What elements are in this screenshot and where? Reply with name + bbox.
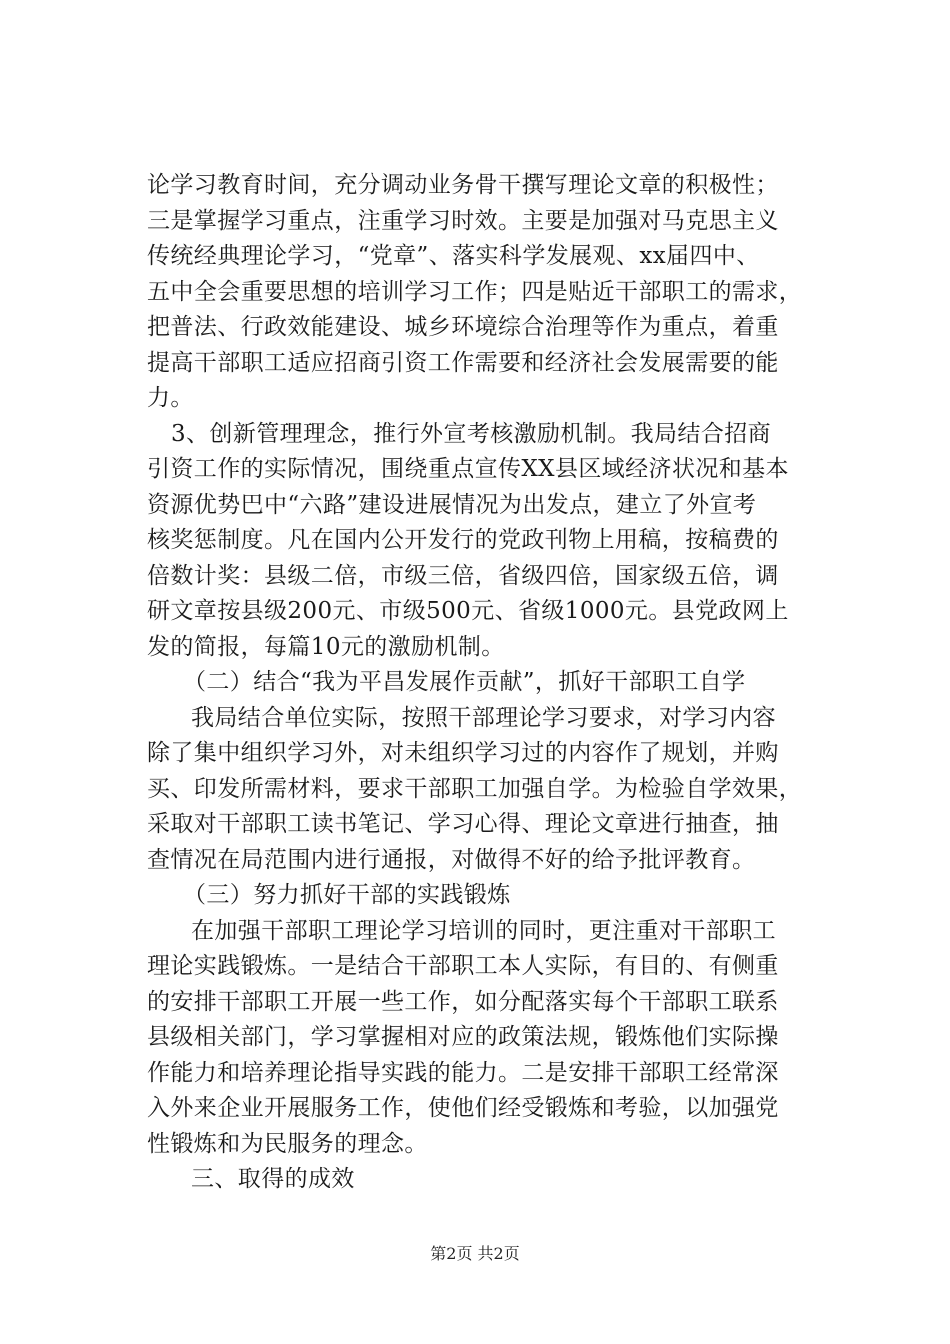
body-line: 五中全会重要思想的培训学习工作；四是贴近干部职工的需求，	[147, 278, 803, 305]
body-line: 提高干部职工适应招商引资工作需要和经济社会发展需要的能	[147, 349, 779, 376]
body-line: 论学习教育时间，充分调动业务骨干撰写理论文章的积极性；	[147, 172, 779, 198]
body-line: 三是掌握学习重点，注重学习时效。主要是加强对马克思主义	[147, 207, 779, 234]
body-line: 入外来企业开展服务工作，使他们经受锻炼和考验，以加强党	[147, 1095, 779, 1121]
body-line: 倍数计奖：县级二倍，市级三倍，省级四倍，国家级五倍，调	[147, 562, 779, 589]
body-line: 引资工作的实际情况，围绕重点宣传XX县区域经济状况和基本	[147, 456, 789, 482]
body-line: 核奖惩制度。凡在国内公开发行的党政刊物上用稿，按稿费的	[147, 527, 779, 553]
body-line: 力。	[147, 385, 194, 411]
body-line: 资源优势巴中“六路”建设进展情况为出发点，建立了外宣考	[147, 491, 757, 518]
body-line: 采取对干部职工读书笔记、学习心得、理论文章进行抽查，抽	[147, 811, 779, 837]
body-line: 买、印发所需材料，要求干部职工加强自学。为检验自学效果，	[147, 775, 803, 802]
body-line: 作能力和培养理论指导实践的能力。二是安排干部职工经常深	[147, 1059, 779, 1086]
paragraph-heading: 3、创新管理理念，推行外宣考核激励机制。我局结合招商	[171, 420, 772, 447]
document-body	[147, 168, 827, 1198]
page-number-footer: 第2页 共2页	[430, 1244, 520, 1263]
body-line: 研文章按县级200元、市级500元、省级1000元。县党政网上	[147, 598, 789, 624]
body-line: 性锻炼和为民服务的理念。	[147, 1130, 428, 1157]
body-line: 理论实践锻炼。一是结合干部职工本人实际，有目的、有侧重	[147, 953, 779, 979]
body-line: 把普法、行政效能建设、城乡环境综合治理等作为重点，着重	[147, 314, 779, 340]
body-line: 查情况在局范围内进行通报，对做得不好的给予批评教育。	[147, 846, 756, 873]
body-line: 传统经典理论学习，“党章”、落实科学发展观、xx届四中、	[147, 243, 760, 269]
body-line: 县级相关部门，学习掌握相对应的政策法规，锻炼他们实际操	[147, 1024, 779, 1050]
body-line: 的安排干部职工开展一些工作，如分配落实每个干部职工联系	[147, 988, 779, 1015]
section-heading: （二）结合“我为平昌发展作贡献”，抓好干部职工自学	[183, 669, 746, 695]
body-line: 发的简报，每篇10元的激励机制。	[147, 633, 505, 660]
paragraph-first-line: 在加强干部职工理论学习培训的同时，更注重对干部职工	[191, 917, 776, 944]
paragraph-first-line: 我局结合单位实际，按照干部理论学习要求，对学习内容	[191, 704, 776, 731]
body-line: 除了集中组织学习外，对未组织学习过的内容作了规划，并购	[147, 740, 779, 766]
section-heading: （三）努力抓好干部的实践锻炼	[183, 882, 511, 908]
section-heading: 三、取得的成效	[191, 1166, 355, 1192]
